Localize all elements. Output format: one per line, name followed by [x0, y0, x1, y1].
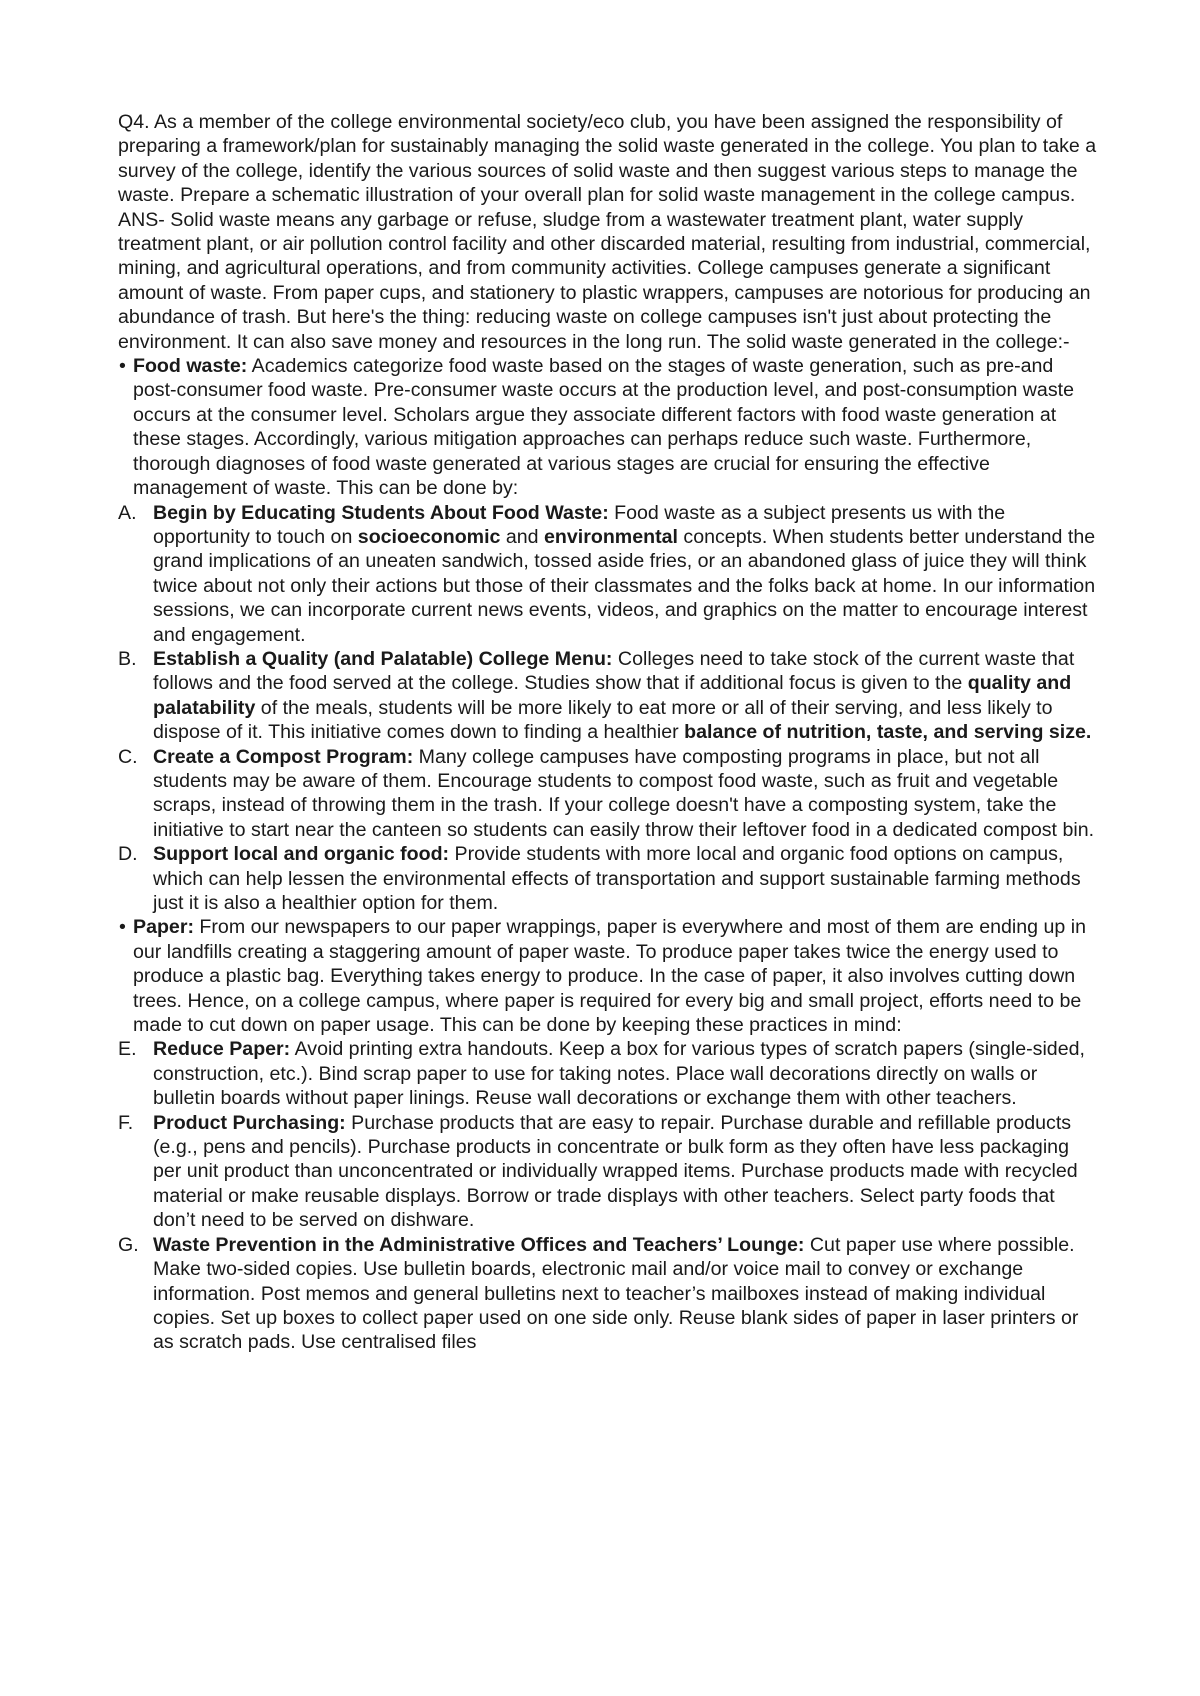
list-item-a [118, 501, 1100, 647]
item-b-bold-balance: balance of nutrition, taste, and serving size. [684, 721, 1092, 744]
answer-intro-paragraph: ANS- Solid waste means any garbage or refuse, sludge from a wastewater treatment plant, water supply treatment plant, or air pollution control facility and other discarded material, resulting from industrial, commercial, mining, and agricultural operations, and from community activities. College campuses generate a significant amount of waste. From paper cups, and stationery to plastic wrappers, campuses are notorious for producing an abundance of trash. But here's the thing: reducing waste on college campuses isn't just about protecting the environment. It can also save money and resources in the long run. The solid waste generated in the college:- [118, 208, 1091, 353]
item-a-text: concepts. When students better understand the grand implications of an uneaten sandwich, tossed aside fries, or an abandoned glass of juice they will think twice about not only their actions but those of their classmates and the folks back at home. In our information sessions, we can incorporate current news events, videos, and graphics on the matter to encourage interest and engagement. [153, 525, 1096, 646]
paper-bullet [118, 915, 1100, 1037]
item-a-text: Food waste as a subject presents us with the opportunity to touch on [153, 501, 1006, 548]
item-f-heading: Product Purchasing: [153, 1111, 346, 1134]
item-g-heading: Waste Prevention in the Administrative Offices and Teachers’ Lounge: [153, 1233, 805, 1256]
question-paragraph: Q4. As a member of the college environmental society/eco club, you have been assigned the responsibility of preparing a framework/plan for sustainably managing the solid waste generated in the college. You plan to take a survey of the college, identify the various sources of solid waste and then suggest various steps to manage the waste. Prepare a schematic illustration of your overall plan for solid waste management in the college campus. [118, 111, 1097, 207]
food-waste-heading: Food waste: [133, 355, 248, 378]
bullet-icon: • [119, 916, 126, 939]
food-waste-bullet [118, 354, 1100, 500]
item-b-text: of the meals, students will be more likely to eat more or all of their serving, and less likely to dispose of it. This initiative comes down to finding a healthier [153, 696, 1053, 744]
item-b-heading: Establish a Quality (and Palatable) College Menu: [153, 647, 613, 670]
list-item-f [118, 1111, 1100, 1233]
paper-text: From our newspapers to our paper wrappings, paper is everywhere and most of them are ending up in our landfills creating a staggering amount of paper waste. To produce paper takes twice the energy used to produce a plastic bag. Everything takes energy to produce. In the case of paper, it also involves cutting down trees. Hence, on a college campus, where paper is required for every big and small project, efforts need to be made to cut down on paper usage. This can be done by keeping these practices in mind: [133, 916, 1086, 1037]
list-item-b [118, 647, 1100, 745]
item-f-text: Purchase products that are easy to repair. Purchase durable and refillable products (e.g., pens and pencils). Purchase products in concentrate or bulk form as they often have less packaging per unit product than unconcentrated or individually wrapped items. Purchase products made with recycled material or make reusable displays. Borrow or trade displays with other teachers. Select party foods that don’t need to be served on dishware. [153, 1111, 1078, 1232]
list-marker: A. [118, 501, 137, 524]
item-a-text: and [500, 525, 545, 548]
list-item-c [118, 745, 1100, 843]
item-d-heading: Support local and organic food: [153, 843, 450, 866]
item-c-text: Many college campuses have composting programs in place, but not all students may be aware of them. Encourage students to compost food waste, such as fruit and vegetable scraps, instead of throwing them in the trash. If your college doesn't have a composting system, take the initiative to start near the canteen so students can easily throw their leftover food in a dedicated compost bin. [153, 745, 1095, 841]
list-marker: B. [118, 647, 137, 670]
item-d-text: Provide students with more local and organic food options on campus, which can help lessen the environmental effects of transportation and support sustainable farming methods just it is also a healthier option for them. [153, 843, 1081, 914]
list-item-e [118, 1037, 1100, 1110]
item-g-text: Cut paper use where possible. Make two-sided copies. Use bulletin boards, electronic mail and/or voice mail to convey or exchange information. Post memos and general bulletins next to teacher’s mailboxes instead of making individual copies. Set up boxes to collect paper used on one side only. Reuse blank sides of paper in laser printers or as scratch pads. Use centralised files [153, 1233, 1079, 1354]
food-waste-text: Academics categorize food waste based on the stages of waste generation, such as pre-and post-consumer food waste. Pre-consumer waste occurs at the production level, and post-consumption waste occurs at the consumer level. Scholars argue they associate different factors with food waste generation at these stages. Accordingly, various mitigation approaches can perhaps reduce such waste. Furthermore, thorough diagnoses of food waste generated at various stages are crucial for ensuring the effective management of waste. This can be done by: [133, 355, 1074, 500]
list-marker: F. [118, 1111, 134, 1134]
item-a-heading: Begin by Educating Students About Food Waste: [153, 501, 609, 524]
item-e-heading: Reduce Paper: [153, 1038, 291, 1061]
list-item-g [118, 1233, 1100, 1355]
item-b-bold-quality: quality and palatability [153, 672, 1072, 719]
item-a-bold-socioeconomic: socioeconomic [357, 525, 501, 548]
list-item-d [118, 842, 1100, 915]
list-marker: G. [118, 1233, 139, 1256]
item-c-heading: Create a Compost Program: [153, 745, 414, 768]
item-b-text: Colleges need to take stock of the current waste that follows and the food served at the college. Studies show that if additional focus is given to the [153, 647, 1075, 695]
paper-heading: Paper: [133, 916, 194, 939]
item-a-bold-environmental: environmental [544, 525, 678, 548]
list-marker: C. [118, 745, 138, 768]
item-e-text: Avoid printing extra handouts. Keep a box for various types of scratch papers (single-sided, construction, etc.). Bind scrap paper to use for taking notes. Place wall decorations directly on walls or bulletin boards without paper linings. Reuse wall decorations or exchange them with other teachers. [153, 1038, 1085, 1110]
list-marker: D. [118, 843, 138, 866]
list-marker: E. [118, 1038, 137, 1061]
bullet-icon: • [119, 355, 126, 378]
